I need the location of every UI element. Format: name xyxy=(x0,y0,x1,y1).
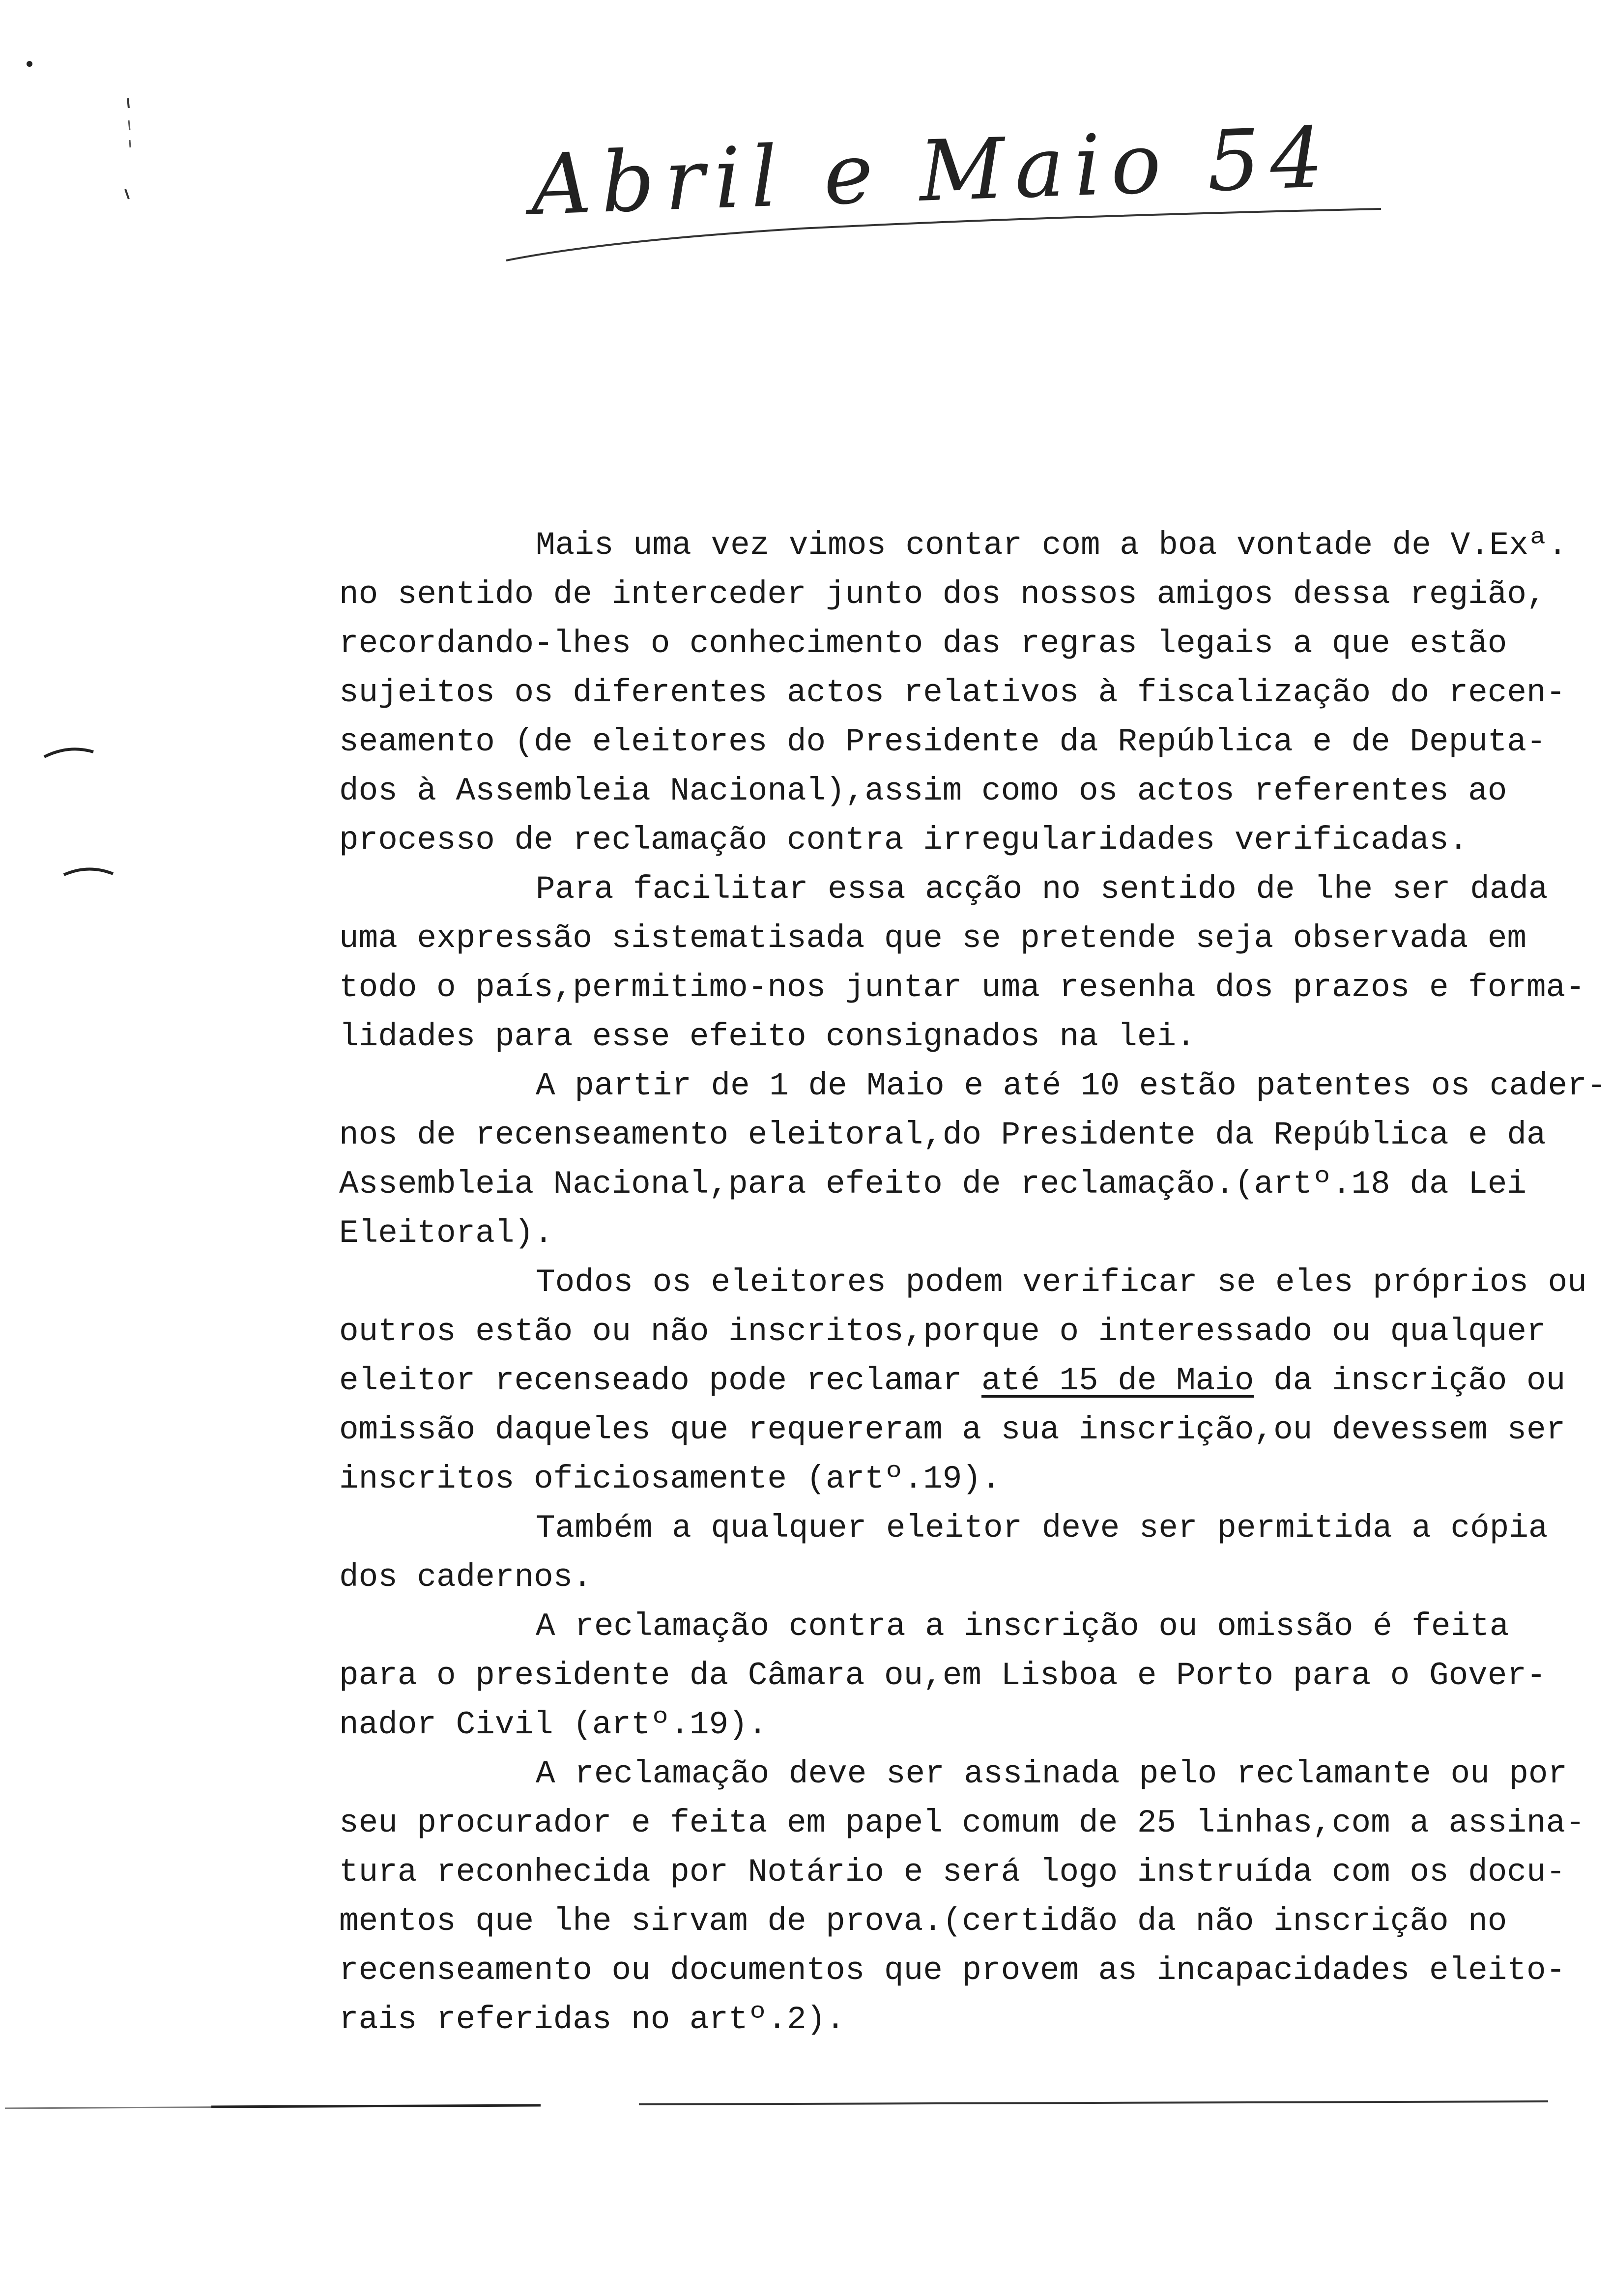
handwritten-underline xyxy=(506,206,1391,275)
text-line: todo o país,permitimo-nos juntar uma resenha dos prazos e forma- xyxy=(339,969,1585,1006)
text-line: mentos que lhe sirvam de prova.(certidão da não inscrição no xyxy=(339,1903,1507,1940)
text-line: uma expressão sistematisada que se pretende seja observada em xyxy=(339,920,1526,957)
underlined-deadline: até 15 de Maio xyxy=(981,1362,1254,1399)
text-line: nos de recenseamento eleitoral,do Presidente da República e da xyxy=(339,1117,1546,1153)
handwritten-note: Abril e Maio 54 xyxy=(529,109,1335,234)
text-line: omissão daqueles que requereram a sua inscrição,ou devessem ser xyxy=(339,1411,1566,1448)
text-line: dos à Assembleia Nacional),assim como os actos referentes ao xyxy=(339,773,1507,809)
text-line: recenseamento ou documentos que provem as incapacidades eleito- xyxy=(339,1952,1566,1989)
text-line xyxy=(339,1356,1612,1406)
text-line: outros estão ou não inscritos,porque o interessado ou qualquer xyxy=(339,1313,1546,1350)
text-line: no sentido de interceder junto dos nossos amigos dessa região, xyxy=(339,576,1546,613)
text-line: Todos os eleitores podem verificar se eles próprios ou xyxy=(536,1264,1587,1301)
text-line: dos cadernos. xyxy=(339,1559,592,1596)
text-line: Mais uma vez vimos contar com a boa vontade de V.Exª. xyxy=(536,527,1568,564)
text-segment: eleitor recenseado pode reclamar xyxy=(339,1362,982,1399)
text-line: Assembleia Nacional,para efeito de reclamação.(artº.18 da Lei xyxy=(339,1166,1526,1203)
text-segment: da inscrição ou xyxy=(1254,1362,1566,1399)
letter-body xyxy=(339,521,1612,2044)
text-line: rais referidas no artº.2). xyxy=(339,2001,845,2038)
margin-marks xyxy=(25,59,143,944)
text-line: sujeitos os diferentes actos relativos à fiscalização do recen- xyxy=(339,674,1566,711)
text-line: A partir de 1 de Maio e até 10 estão patentes os cader- xyxy=(536,1067,1607,1104)
text-line: Eleitoral). xyxy=(339,1215,553,1252)
text-line: A reclamação contra a inscrição ou omissão é feita xyxy=(536,1608,1509,1645)
text-line: Para facilitar essa acção no sentido de lhe ser dada xyxy=(536,871,1548,908)
text-line: seu procurador e feita em papel comum de 25 linhas,com a assina- xyxy=(339,1805,1585,1841)
text-line: A reclamação deve ser assinada pelo reclamante ou por xyxy=(536,1755,1568,1792)
text-line: processo de reclamação contra irregularidades verificadas. xyxy=(339,822,1468,859)
text-line: para o presidente da Câmara ou,em Lisboa e Porto para o Gover- xyxy=(339,1657,1546,1694)
text-line: seamento (de eleitores do Presidente da República e de Deputa- xyxy=(339,723,1546,760)
text-line: lidades para esse efeito consignados na lei. xyxy=(339,1018,1196,1055)
text-line: tura reconhecida por Notário e será logo instruída com os docu- xyxy=(339,1854,1566,1891)
text-line: inscritos oficiosamente (artº.19). xyxy=(339,1461,1001,1497)
text-line: nador Civil (artº.19). xyxy=(339,1706,768,1743)
text-line: Também a qualquer eleitor deve ser permitida a cópia xyxy=(536,1510,1548,1547)
bottom-rule xyxy=(0,2098,1612,2113)
text-line: recordando-lhes o conhecimento das regras legais a que estão xyxy=(339,625,1507,662)
